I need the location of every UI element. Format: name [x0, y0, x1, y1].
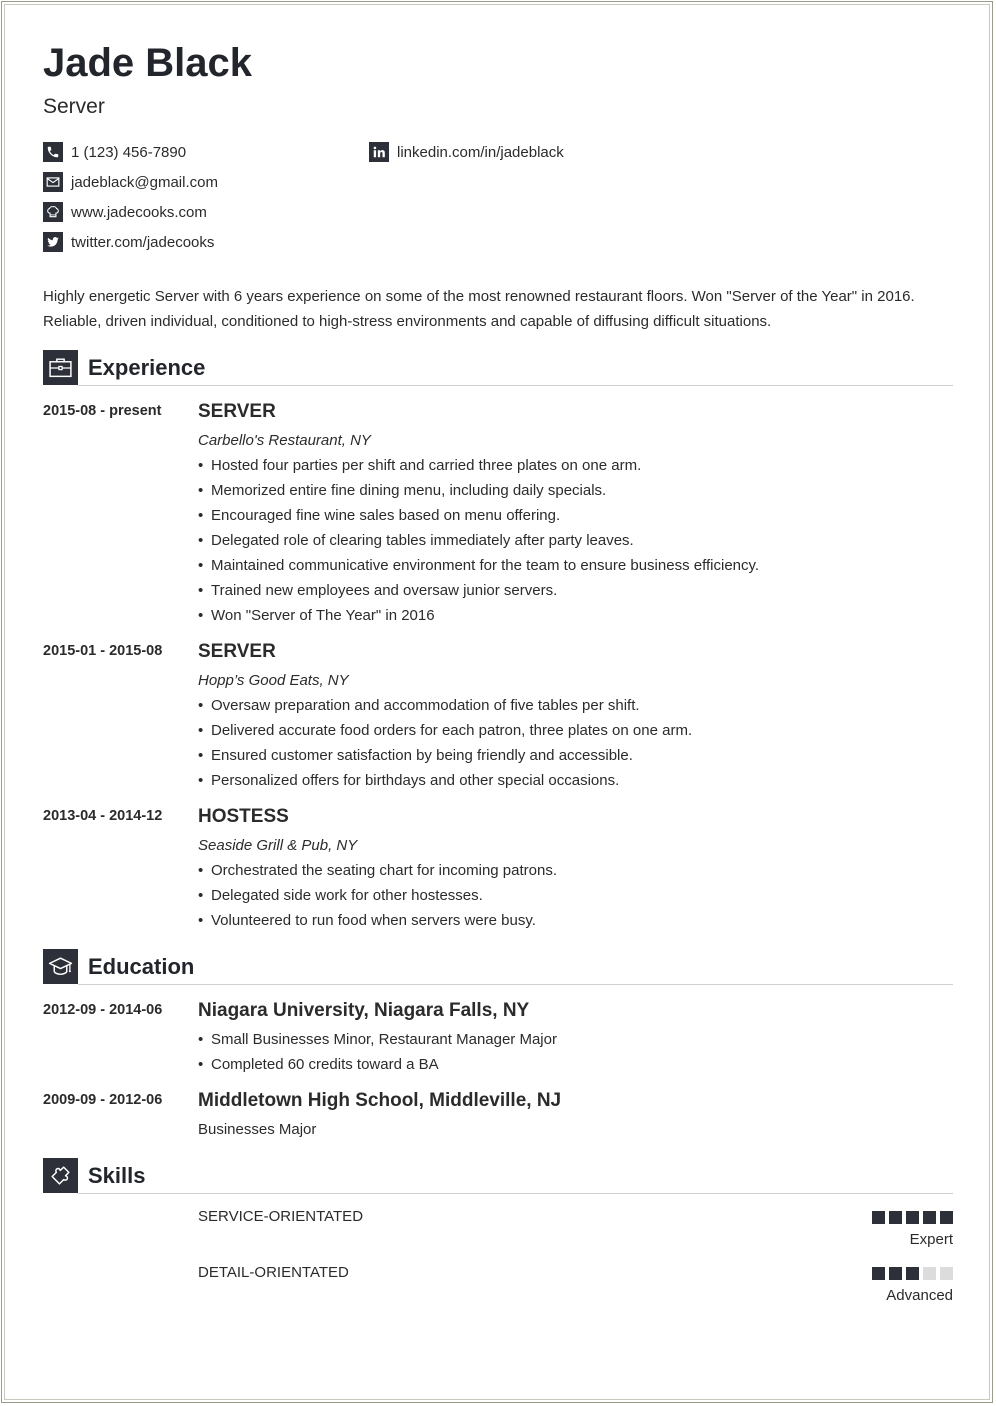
skills-title: Skills — [88, 1163, 146, 1188]
job-bullets — [198, 693, 938, 793]
section-divider — [78, 1193, 953, 1194]
skill-level: Expert — [909, 1231, 953, 1248]
experience-title: Experience — [88, 355, 206, 380]
job-dates: 2013-04 - 2014-12 — [43, 808, 163, 824]
education-dates: 2012-09 - 2014-06 — [43, 1002, 163, 1018]
list-item: • Volunteered to run food when servers were busy. — [198, 908, 938, 933]
puzzle-icon — [43, 1158, 78, 1193]
skill-name: SERVICE-ORIENTATED — [198, 1208, 364, 1225]
contact-email-text[interactable]: jadeblack@gmail.com — [71, 173, 218, 191]
rating-dot-filled — [889, 1211, 902, 1224]
skill-rating — [872, 1211, 953, 1224]
candidate-role: Server — [43, 95, 105, 118]
contact-twitter — [43, 232, 214, 252]
candidate-name: Jade Black — [43, 41, 253, 85]
twitter-icon — [43, 232, 63, 252]
list-item: • Personalized offers for birthdays and other special occasions. — [198, 768, 938, 793]
job-dates: 2015-08 - present — [43, 403, 162, 419]
rating-dot-filled — [906, 1211, 919, 1224]
job-employer: Seaside Grill & Pub, NY — [198, 837, 358, 854]
contact-linkedin-text[interactable]: linkedin.com/in/jadeblack — [397, 143, 564, 161]
rating-dot-empty — [940, 1267, 953, 1280]
rating-dot-filled — [872, 1211, 885, 1224]
list-item: • Trained new employees and oversaw junior servers. — [198, 578, 938, 603]
list-item: • Won "Server of The Year" in 2016 — [198, 603, 938, 628]
school-name: Middletown High School, Middleville, NJ — [198, 1090, 562, 1111]
list-item: • Orchestrated the seating chart for incoming patrons. — [198, 858, 938, 883]
phone-icon — [43, 142, 63, 162]
experience-header — [43, 350, 953, 386]
rating-dot-filled — [872, 1267, 885, 1280]
job-title: SERVER — [198, 641, 276, 662]
rating-dot-filled — [906, 1267, 919, 1280]
list-item: • Delegated side work for other hostesses. — [198, 883, 938, 908]
education-bullets — [198, 1027, 938, 1077]
chef-hat-icon — [43, 202, 63, 222]
list-item: • Encouraged fine wine sales based on menu offering. — [198, 503, 938, 528]
rating-dot-empty — [923, 1267, 936, 1280]
education-title: Education — [88, 954, 195, 979]
education-dates: 2009-09 - 2012-06 — [43, 1092, 163, 1108]
list-item: • Maintained communicative environment for the team to ensure business efficiency. — [198, 553, 938, 578]
summary: Highly energetic Server with 6 years experience on some of the most renowned restaurant floors. Won "Server of the Year" in 2016. Reliable, driven individual, conditioned to high-stress environments and capable of diffusing difficult situations. — [43, 288, 915, 330]
education-header — [43, 949, 953, 985]
job-employer: Carbello's Restaurant, NY — [198, 432, 371, 449]
skill-level: Advanced — [886, 1287, 953, 1304]
rating-dot-filled — [940, 1211, 953, 1224]
contact-phone-text[interactable]: 1 (123) 456-7890 — [71, 143, 187, 161]
section-divider — [78, 984, 953, 985]
list-item: • Oversaw preparation and accommodation of five tables per shift. — [198, 693, 938, 718]
skill-name: DETAIL-ORIENTATED — [198, 1264, 349, 1281]
contact-website-text[interactable]: www.jadecooks.com — [71, 203, 207, 221]
contact-website — [43, 202, 207, 222]
list-item: • Ensured customer satisfaction by being friendly and accessible. — [198, 743, 938, 768]
skills-header — [43, 1158, 953, 1194]
list-item: • Delegated role of clearing tables immediately after party leaves. — [198, 528, 938, 553]
list-item: • Small Businesses Minor, Restaurant Manager Major — [198, 1027, 938, 1052]
list-item: • Delivered accurate food orders for each patron, three plates on one arm. — [198, 718, 938, 743]
list-item: • Completed 60 credits toward a BA — [198, 1052, 938, 1077]
job-title: HOSTESS — [198, 806, 289, 827]
contact-twitter-text[interactable]: twitter.com/jadecooks — [71, 233, 215, 251]
section-divider — [78, 385, 953, 386]
graduation-cap-icon — [43, 949, 78, 984]
contact-linkedin — [369, 142, 564, 162]
job-bullets — [198, 858, 938, 933]
education-detail: Businesses Major — [198, 1121, 317, 1138]
rating-dot-filled — [923, 1211, 936, 1224]
briefcase-icon — [43, 350, 78, 385]
skill-rating — [872, 1267, 953, 1280]
contact-email — [43, 172, 218, 192]
contact-phone — [43, 142, 186, 162]
job-title: SERVER — [198, 401, 276, 422]
rating-dot-filled — [889, 1267, 902, 1280]
list-item: • Hosted four parties per shift and carried three plates on one arm. — [198, 453, 938, 478]
job-employer: Hopp’s Good Eats, NY — [198, 672, 349, 689]
linkedin-icon — [369, 142, 389, 162]
list-item: • Memorized entire fine dining menu, including daily specials. — [198, 478, 938, 503]
email-icon — [43, 172, 63, 192]
job-bullets — [198, 453, 938, 628]
school-name: Niagara University, Niagara Falls, NY — [198, 1000, 530, 1021]
job-dates: 2015-01 - 2015-08 — [43, 643, 163, 659]
